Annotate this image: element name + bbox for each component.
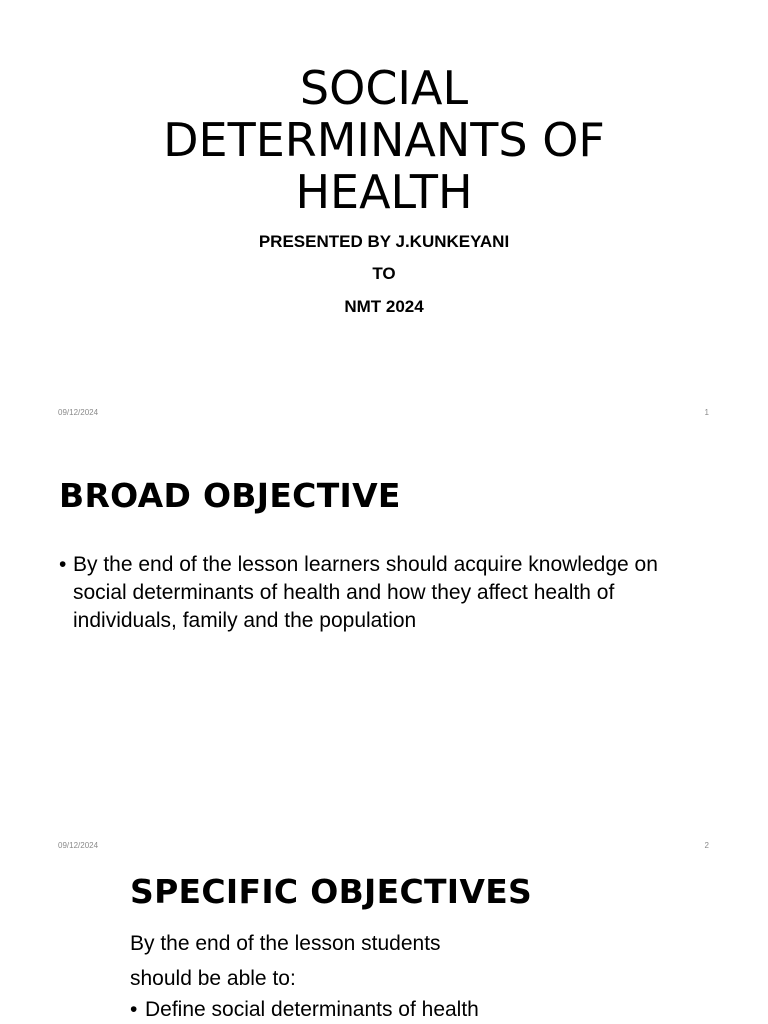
bullet-item <box>130 996 479 1024</box>
title-line: HEALTH <box>295 165 473 219</box>
slide-heading: SPECIFIC OBJECTIVES <box>130 872 533 911</box>
slide-number: 1 <box>704 408 709 417</box>
bullet-list <box>59 551 709 635</box>
title-line: DETERMINANTS OF <box>163 113 605 167</box>
bullet-dot-icon: • <box>130 998 138 1021</box>
slide-heading: BROAD OBJECTIVE <box>59 476 401 515</box>
footer-date: 09/12/2024 <box>58 408 99 417</box>
bullet-text: Define social determinants of health <box>145 998 479 1021</box>
slide-2 <box>0 434 768 868</box>
slide-number: 2 <box>704 841 709 850</box>
presenter-line: PRESENTED BY J.KUNKEYANI <box>258 232 510 251</box>
bullet-item <box>59 551 709 635</box>
bullet-list <box>130 996 479 1024</box>
intro-text <box>130 926 441 996</box>
bullet-text: By the end of the lesson learners should acquire knowledge on social determinants of health and how they affect health of individuals, family and the population <box>73 553 658 632</box>
slide-1 <box>0 0 768 434</box>
intro-line: By the end of the lesson students <box>130 932 441 955</box>
title-line: SOCIAL <box>299 61 469 115</box>
audience-line: NMT 2024 <box>344 297 424 316</box>
slide-3 <box>0 868 768 1024</box>
bullet-dot-icon: • <box>59 553 67 576</box>
slide-title <box>0 62 768 218</box>
intro-line: should be able to: <box>130 967 296 990</box>
footer-date: 09/12/2024 <box>58 841 99 850</box>
to-line: TO <box>372 264 396 283</box>
